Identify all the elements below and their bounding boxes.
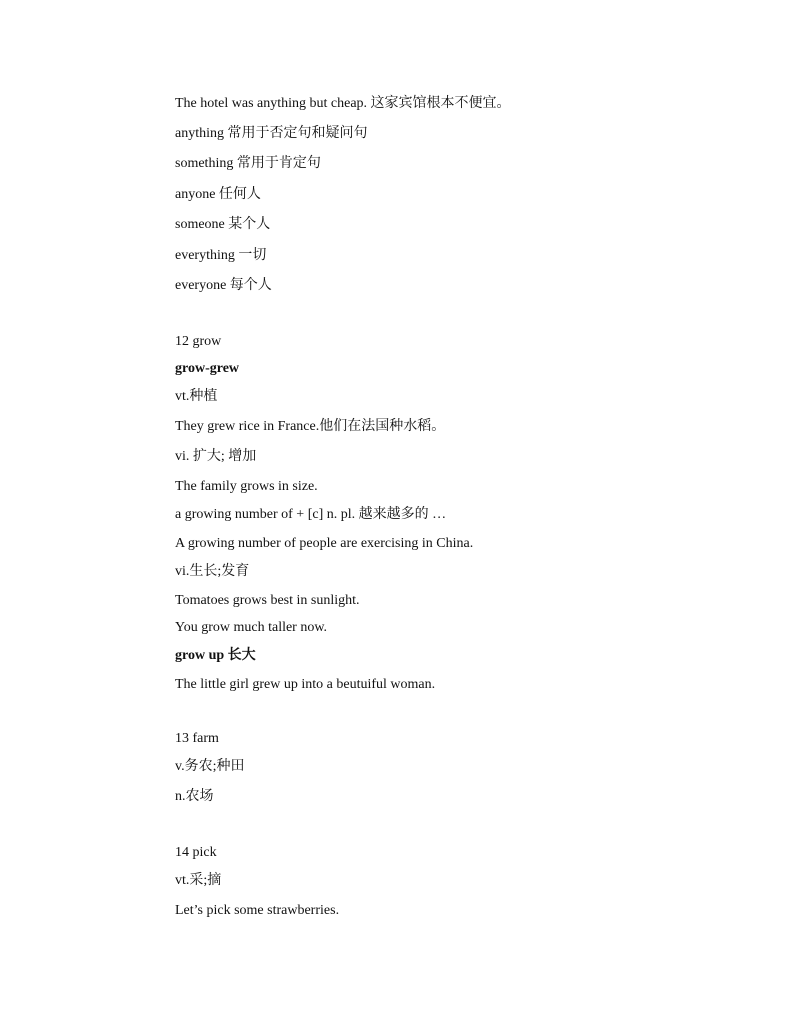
usage-note: anything 常用于否定句和疑问句 — [175, 126, 368, 141]
vocab-entry: anyone 任何人 — [175, 187, 261, 202]
definition: v.务农;种田 — [175, 759, 245, 774]
example-sentence: A growing number of people are exercising in China. — [175, 536, 474, 551]
example-sentence: Tomatoes grows best in sunlight. — [175, 593, 360, 608]
vocab-entry: everything 一切 — [175, 248, 267, 263]
example-sentence: The family grows in size. — [175, 479, 318, 494]
definition: vi.生长;发育 — [175, 564, 250, 579]
usage-note: something 常用于肯定句 — [175, 156, 321, 171]
phrase-heading: grow up 长大 — [175, 648, 256, 663]
example-sentence: The little girl grew up into a beutuiful woman. — [175, 677, 436, 692]
verb-forms: grow-grew — [175, 361, 240, 376]
section-heading: 14 pick — [175, 845, 217, 860]
example-sentence: They grew rice in France.他们在法国种水稻。 — [175, 419, 446, 434]
vocab-entry: someone 某个人 — [175, 217, 271, 232]
vocab-entry: everyone 每个人 — [175, 278, 272, 293]
example-sentence: Let’s pick some strawberries. — [175, 903, 340, 918]
example-sentence: The hotel was anything but cheap. 这家宾馆根本不便宜。 — [175, 96, 511, 111]
definition: vt.采;摘 — [175, 873, 222, 888]
definition: vt.种植 — [175, 389, 218, 404]
definition: vi. 扩大; 增加 — [175, 449, 257, 464]
example-sentence: You grow much taller now. — [175, 620, 328, 635]
section-heading: 13 farm — [175, 731, 219, 746]
phrase-note: a growing number of + [c] n. pl. 越来越多的 … — [175, 507, 447, 522]
definition: n.农场 — [175, 789, 214, 804]
section-heading: 12 grow — [175, 334, 222, 349]
